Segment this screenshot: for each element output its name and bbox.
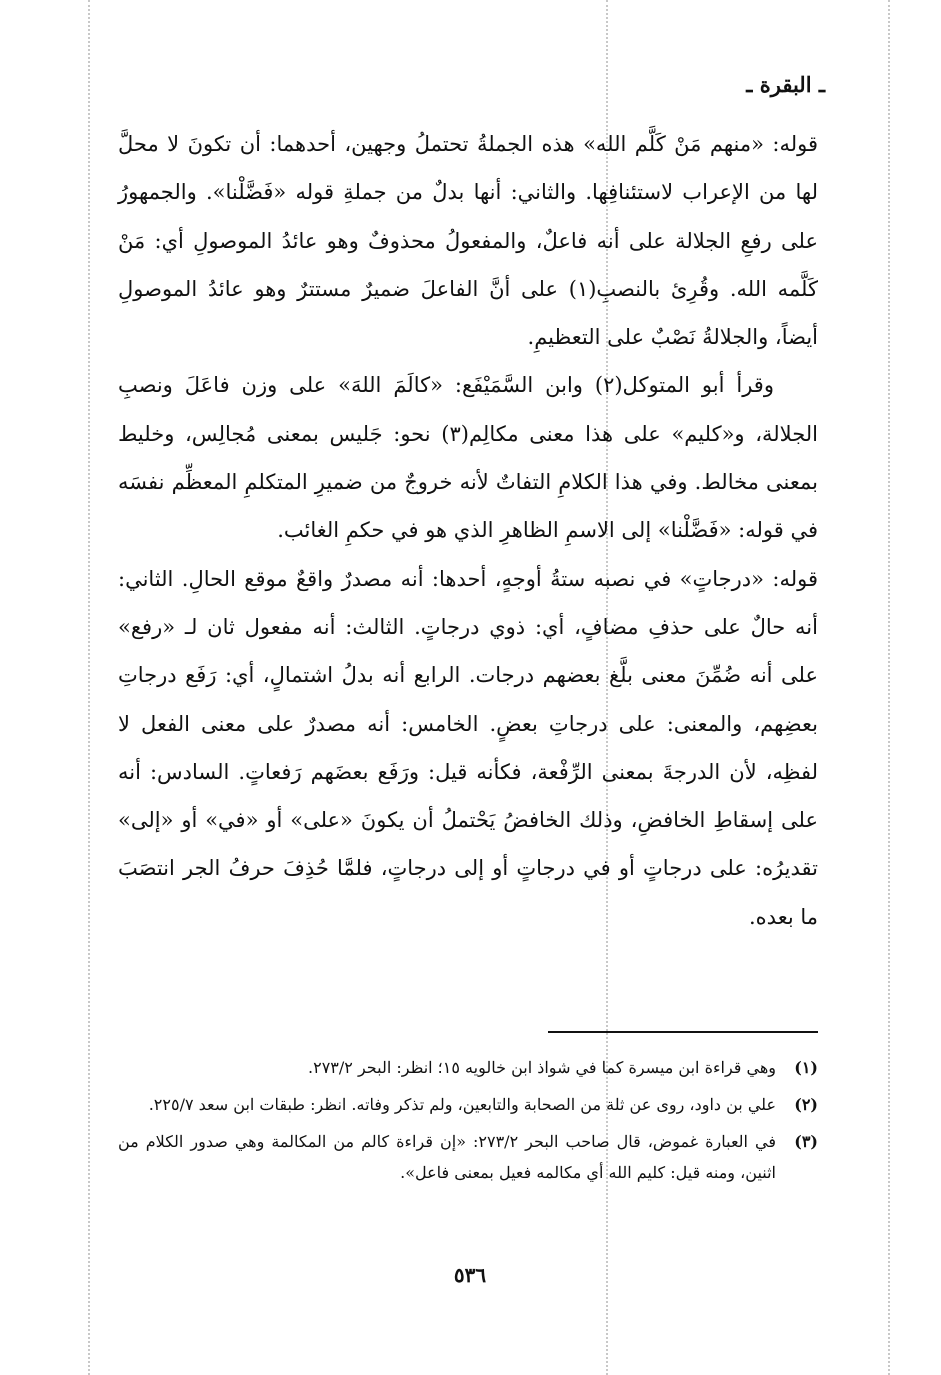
footnote-3 xyxy=(118,1126,818,1188)
paragraph-1: قوله: «منهم مَنْ كَلَّم الله» هذه الجملةُ تحتملُ وجهين، أحدهما: أن تكونَ لا محلَّ لها من الإعراب لاستئنافِها. والثاني: أنها بدلٌ من جملةِ قوله «فَضَّلْنا». والجمهورُ على رفعِ الجلالة على أنه فاعلٌ، والمفعولُ محذوفٌ وهو عائدُ الموصولِ أي: مَنْ كَلَّمه الله. وقُرِئ بالنصبِ(١) على أنَّ الفاعلَ ضميرٌ مستترٌ وهو عائدُ الموصولِ أيضاً، والجلالةُ نَصْبٌ على التعظيمِ. xyxy=(118,132,819,350)
page-number: ٥٣٦ xyxy=(453,1263,487,1287)
scan-guide-line-right xyxy=(888,0,890,1375)
footnote-number: (٢) xyxy=(794,1095,818,1114)
paragraph-3: قوله: «درجاتٍ» في نصبه ستةُ أوجهٍ، أحدها: أنه مصدرٌ واقعٌ موقع الحالِ. الثاني: أنه حالٌ على حذفِ مضافٍ، أي: ذوي درجاتٍ. الثالث: أنه مفعول ثان لـ «رفع» على أنه ضُمِّنَ معنى بلَّغ بعضهم درجات. الرابع أنه بدلُ اشتمالٍ، أي: رَفَع درجاتِ بعضِهم، والمعنى: على درجاتِ بعضٍ. الخامس: أنه مصدرٌ على معنى الفعل لا لفظِه، لأن الدرجةَ بمعنى الرِّفْعة، فكأنه قيل: ورَفَع بعضَهم رَفعاتٍ. السادس: أنه على إسقاطِ الخافضِ، وذلك الخافضُ يَحْتملُ أن يكونَ «على» أو «في» أو «إلى» تقديرُه: على درجاتٍ أو في درجاتٍ أو إلى درجاتٍ، فلمَّا حُذِفَ حرفُ الجر انتصَبَ ما بعده. xyxy=(118,566,818,929)
footnote-text: علي بن داود، روى عن ثلة من الصحابة والتابعين، ولم تذكر وفاته. انظر: طبقات ابن سعد ٢٢٥/٧. xyxy=(148,1095,776,1114)
footnote-2 xyxy=(118,1089,818,1120)
footnote-text: في العبارة غموض، قال صاحب البحر ٢٧٣/٢: «إن قراءة كالم من المكالمة وهي صدور الكلام من اثنين، ومنه قيل: كليم الله أي مكالمه فعيل بمعنى فاعل». xyxy=(118,1132,776,1182)
paragraph-2: وقرأ أبو المتوكل(٢) وابن السَّمَيْفَع: «كالَمَ اللهَ» على وزن فاعَلَ ونصبِ الجلالة، و«كليم» على هذا معنى مكالِم(٣) نحو: جَليس بمعنى مُجالِس، وخليط بمعنى مخالط. وفي هذا الكلامِ التفاتٌ لأنه خروجٌ من ضميرِ المتكلمِ المعظِّم نفسَه في قوله: «فَضَّلْنا» إلى الاسمِ الظاهرِ الذي هو في حكمِ الغائب. xyxy=(118,373,818,543)
scan-guide-line-left xyxy=(88,0,90,1375)
main-text xyxy=(118,120,818,941)
running-header: ـ البقرة ـ xyxy=(746,72,825,97)
footnote-number: (٣) xyxy=(794,1132,818,1151)
footnote-number: (١) xyxy=(794,1058,818,1077)
footnote-1 xyxy=(118,1052,818,1083)
footnote-separator xyxy=(548,1031,818,1033)
footnotes xyxy=(118,1052,818,1194)
footnote-text: وهي قراءة ابن ميسرة كما في شواذ ابن خالويه ١٥؛ انظر: البحر ٢٧٣/٢. xyxy=(308,1058,776,1077)
